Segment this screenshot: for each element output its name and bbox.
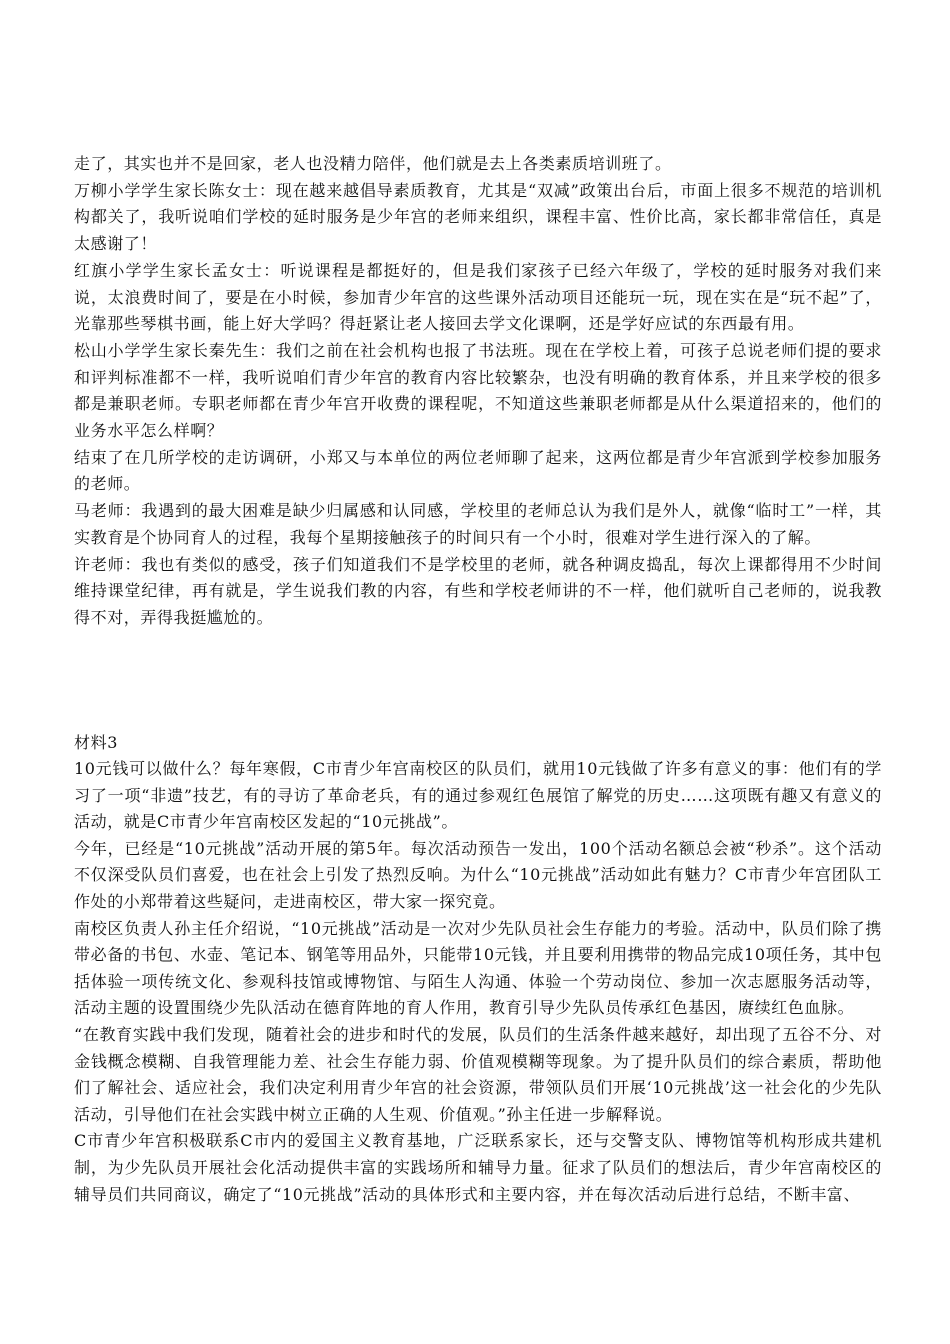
paragraph: 10元钱可以做什么？每年寒假，C市青少年宫南校区的队员们，就用10元钱做了许多有意义的事：他们有的学习了一项“非遗”技艺，有的寻访了革命老兵，有的通过参观红色展馆了解党的历史……这项既有趣又有意义的活动，就是C市青少年宫南校区发起的“10元挑战”。 (74, 759, 882, 832)
paragraph: 走了，其实也并不是回家，老人也没精力陪伴，他们就是去上各类素质培训班了。 (74, 154, 672, 173)
interview-section (74, 151, 882, 632)
paragraph: 许老师：我也有类似的感受，孩子们知道我们不是学校里的老师，就各种调皮捣乱，每次上课都得用不少时间维持课堂纪律，再有就是，学生说我们教的内容，有些和学校老师讲的不一样，他们就听自己老师的，说我教得不对，弄得我挺尴尬的。 (74, 554, 882, 627)
paragraph: 南校区负责人孙主任介绍说，“10元挑战”活动是一次对少先队员社会生存能力的考验。活动中，队员们除了携带必备的书包、水壶、笔记本、钢笔等用品外，只能带10元钱，并且要利用携带的物品完成10项任务，其中包括体验一项传统文化、参观科技馆或博物馆、与陌生人沟通、体验一个劳动岗位、参加一次志愿服务活动等，活动主题的设置围绕少先队活动在德育阵地的育人作用，教育引导少先队员传承红色基因，赓续红色血脉。 (74, 918, 882, 1018)
paragraph: 万柳小学学生家长陈女士：现在越来越倡导素质教育，尤其是“双减”政策出台后，市面上很多不规范的培训机构都关了，我听说咱们学校的延时服务是少年宫的老师来组织，课程丰富、性价比高，家长都非常信任，真是太感谢了！ (74, 180, 882, 254)
paragraph: 结束了在几所学校的走访调研，小郑又与本单位的两位老师聊了起来，这两位都是青少年宫派到学校参加服务的老师。 (74, 447, 882, 494)
paragraph: 红旗小学学生家长孟女士：听说课程是都挺好的，但是我们家孩子已经六年级了，学校的延时服务对我们来说，太浪费时间了，要是在小时候，参加青少年宫的这些课外活动项目还能玩一玩，现在实在是“玩不起”了，光靠那些琴棋书画，能上好大学吗？得赶紧让老人接回去学文化课啊，还是学好应试的东西最有用。 (74, 260, 882, 334)
material-heading: 材料3 (74, 733, 118, 752)
paragraph: 马老师：我遇到的最大困难是缺少归属感和认同感，学校里的老师总认为我们是外人，就像“临时工”一样，其实教育是个协同育人的过程，我每个星期接触孩子的时间只有一个小时，很难对学生进行深入的了解。 (74, 501, 882, 547)
paragraph: C市青少年宫积极联系C市内的爱国主义教育基地，广泛联系家长，还与交警支队、博物馆等机构形成共建机制，为少先队员开展社会化活动提供丰富的实践场所和辅导力量。征求了队员们的想法后，青少年宫南校区的辅导员们共同商议，确定了“10元挑战”活动的具体形式和主要内容，并在每次活动后进行总结，不断丰富、 (74, 1131, 882, 1204)
paragraph: 松山小学学生家长秦先生：我们之前在社会机构也报了书法班。现在在学校上着，可孩子总说老师们提的要求和评判标准都不一样，我听说咱们青少年宫的教育内容比较繁杂，也没有明确的教育体系，并且来学校的很多都是兼职老师。专职老师都在青少年宫开收费的课程呢，不知道这些兼职老师都是从什么渠道招来的，他们的业务水平怎么样啊？ (74, 340, 882, 441)
paragraph: “在教育实践中我们发现，随着社会的进步和时代的发展，队员们的生活条件越来越好，却出现了五谷不分、对金钱概念模糊、自我管理能力差、社会生存能力弱、价值观模糊等现象。为了提升队员们的综合素质，帮助他们了解社会、适应社会，我们决定利用青少年宫的社会资源，带领队员们开展‘10元挑战’这一社会化的少先队活动，引导他们在社会实践中树立正确的人生观、价值观。”孙主任进一步解释说。 (74, 1024, 882, 1124)
paragraph: 今年，已经是“10元挑战”活动开展的第5年。每次活动预告一发出，100个活动名额总会被“秒杀”。这个活动不仅深受队员们喜爱，也在社会上引发了热烈反响。为什么“10元挑战”活动如此有魅力？C市青少年宫团队工作处的小郑带着这些疑问，走进南校区，带大家一探究竟。 (74, 838, 882, 911)
material-3-section (74, 756, 882, 1208)
